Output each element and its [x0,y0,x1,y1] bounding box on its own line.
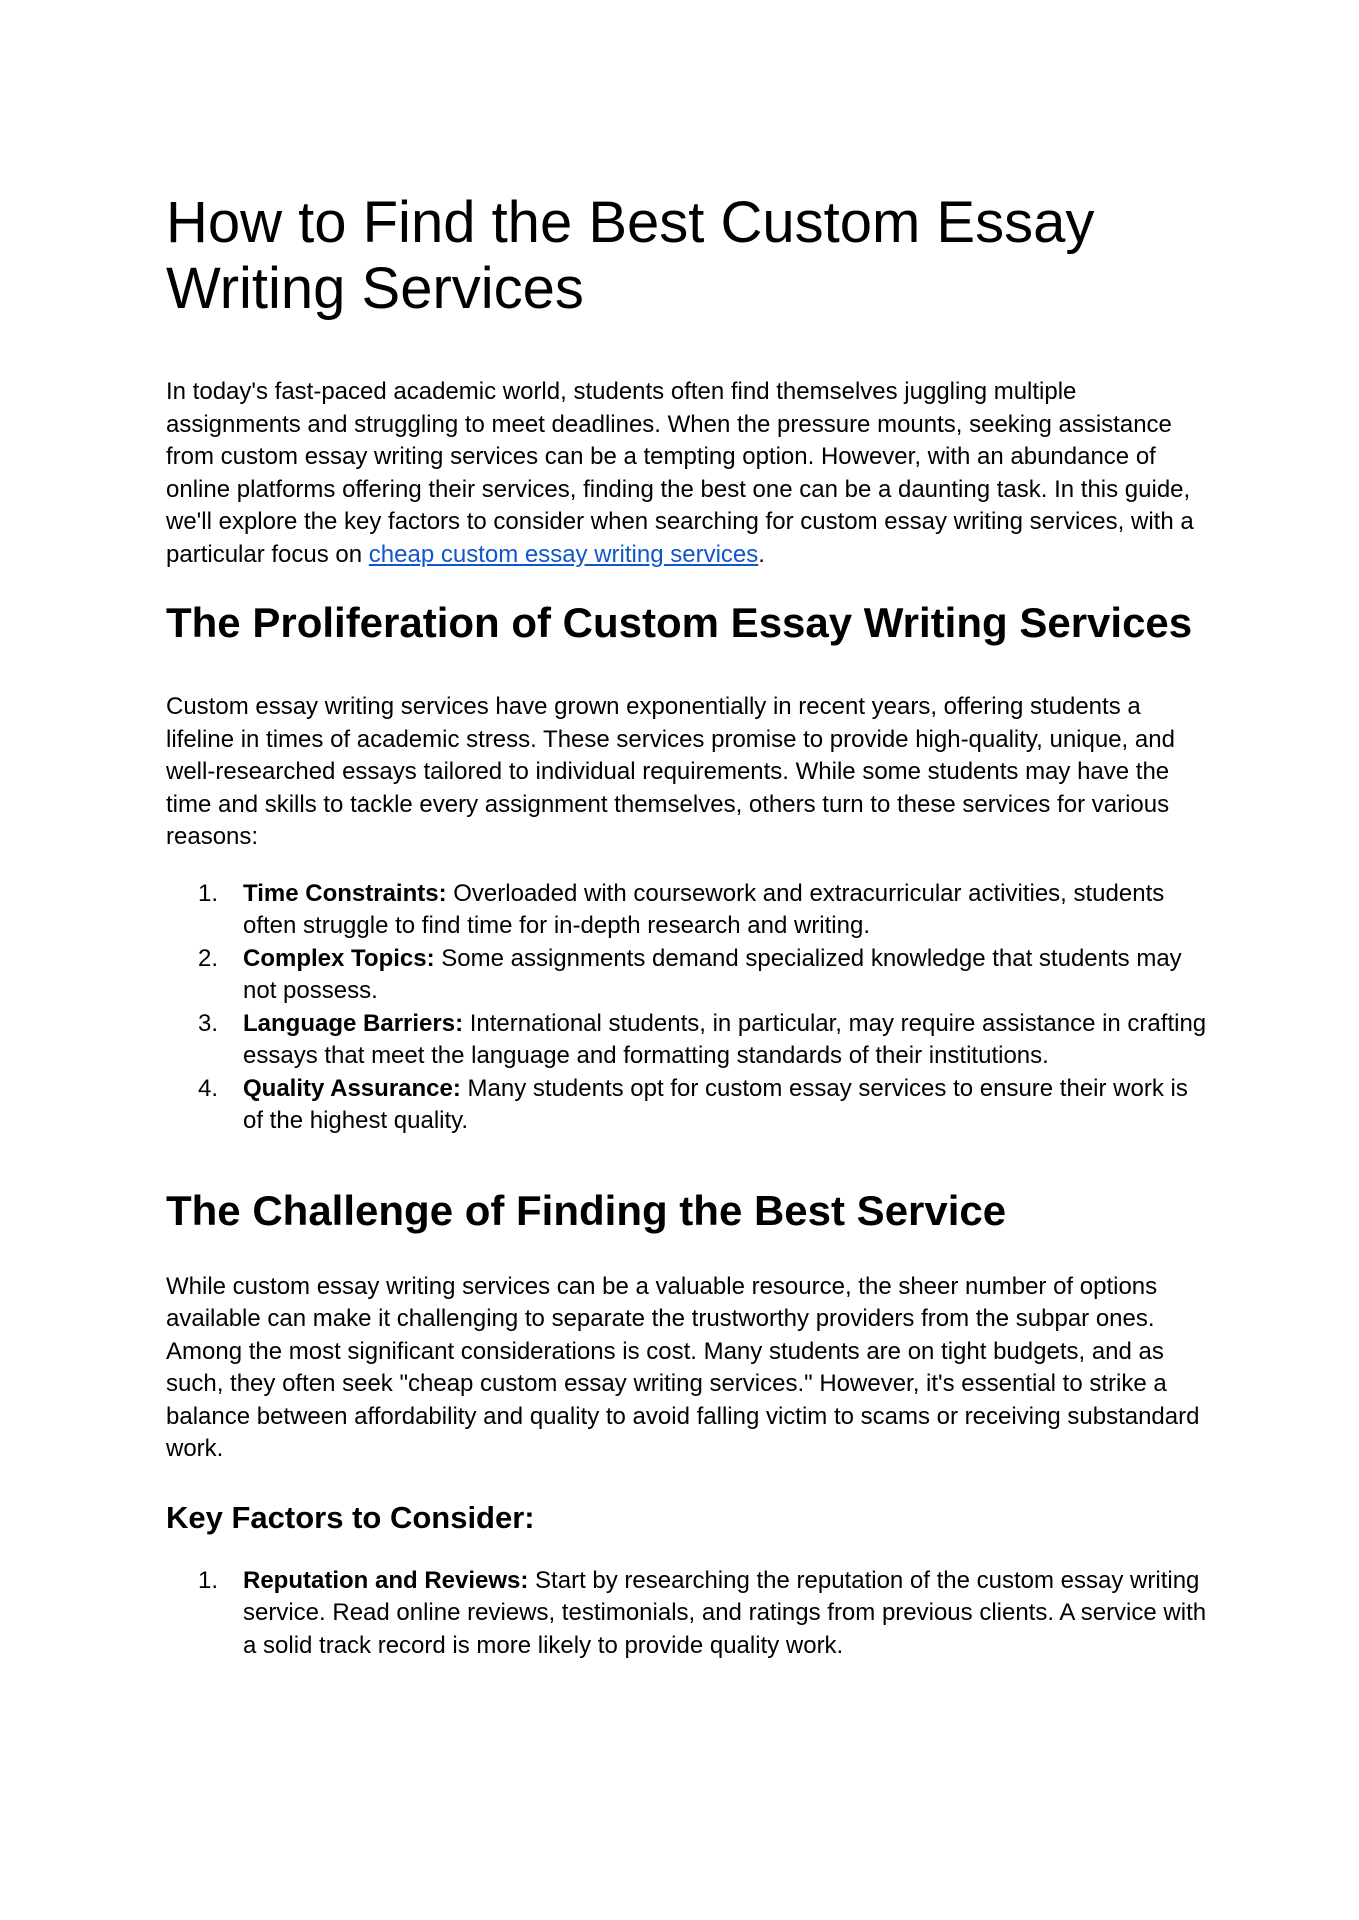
intro-paragraph [166,376,1212,571]
proliferation-paragraph: Custom essay writing services have grown exponentially in recent years, offering students a lifeline in times of academic stress. These services promise to provide high-quality, unique, and well-researched essays tailored to individual requirements. While some students may have the time and skills to tackle every assignment themselves, others turn to these services for various reasons: [166,693,1175,850]
intro-text-before-link: In today's fast-paced academic world, students often find themselves juggling multiple assignments and struggling to meet deadlines. When the pressure mounts, seeking assistance from custom essay writing services can be a tempting option. However, with an abundance of online platforms offering their services, finding the best one can be a daunting task. In this guide, we'll explore the key factors to consider when searching for custom essay writing services, with a particular focus on [166,378,1194,568]
list-item-label: Reputation and Reviews: [243,1566,529,1594]
list-item-number: 1. [198,879,219,907]
list-item-number: 4. [198,1074,219,1102]
cheap-essay-services-link[interactable]: cheap custom essay writing services [368,540,759,568]
list-item [166,943,1212,1008]
list-item-number: 1. [198,1566,219,1594]
list-item-text [243,1073,1212,1138]
list-item-body: Some assignments demand specialized knowledge that students may not possess. [243,944,1182,1004]
list-item [166,1073,1212,1138]
intro-text-after-link: . [758,540,765,568]
challenge-paragraph: While custom essay writing services can be a valuable resource, the sheer number of options available can make it challenging to separate the trustworthy providers from the subpar ones. Among the most significant considerations is cost. Many students are on tight budgets, and as such, they often seek "cheap custom essay writing services." However, it's essential to strike a balance between affordability and quality to avoid falling victim to scams or receiving substandard work. [166,1272,1200,1462]
list-item-label: Time Constraints: [243,879,447,907]
list-item [166,878,1212,943]
list-item-label: Quality Assurance: [243,1074,461,1102]
list-item-text [243,1008,1212,1073]
document-title: How to Find the Best Custom Essay Writing Services [166,190,1095,321]
list-item-text [243,1565,1212,1663]
reasons-list [166,878,1212,1138]
list-item-body: Overloaded with coursework and extracurricular activities, students often struggle to find time for in-depth research and writing. [243,879,1165,939]
key-factors-subheading: Key Factors to Consider: [166,1499,535,1535]
list-item-label: Language Barriers: [243,1009,464,1037]
list-item-number: 2. [198,944,219,972]
list-item-body: Start by researching the reputation of the custom essay writing service. Read online reviews, testimonials, and ratings from previous clients. A service with a solid track record is more likely to provide quality work. [243,1566,1207,1659]
list-item-label: Complex Topics: [243,944,435,972]
list-item-body: International students, in particular, may require assistance in crafting essays that meet the language and formatting standards of their institutions. [243,1009,1207,1069]
key-factors-list [166,1565,1212,1663]
list-item [166,1565,1212,1663]
list-item-text [243,943,1212,1008]
list-item-text [243,878,1212,943]
list-item-body: Many students opt for custom essay services to ensure their work is of the highest quality. [243,1074,1188,1134]
list-item-number: 3. [198,1009,219,1037]
section-heading-challenge: The Challenge of Finding the Best Service [166,1186,1007,1234]
list-item [166,1008,1212,1073]
section-heading-proliferation: The Proliferation of Custom Essay Writing Services [166,599,1193,646]
